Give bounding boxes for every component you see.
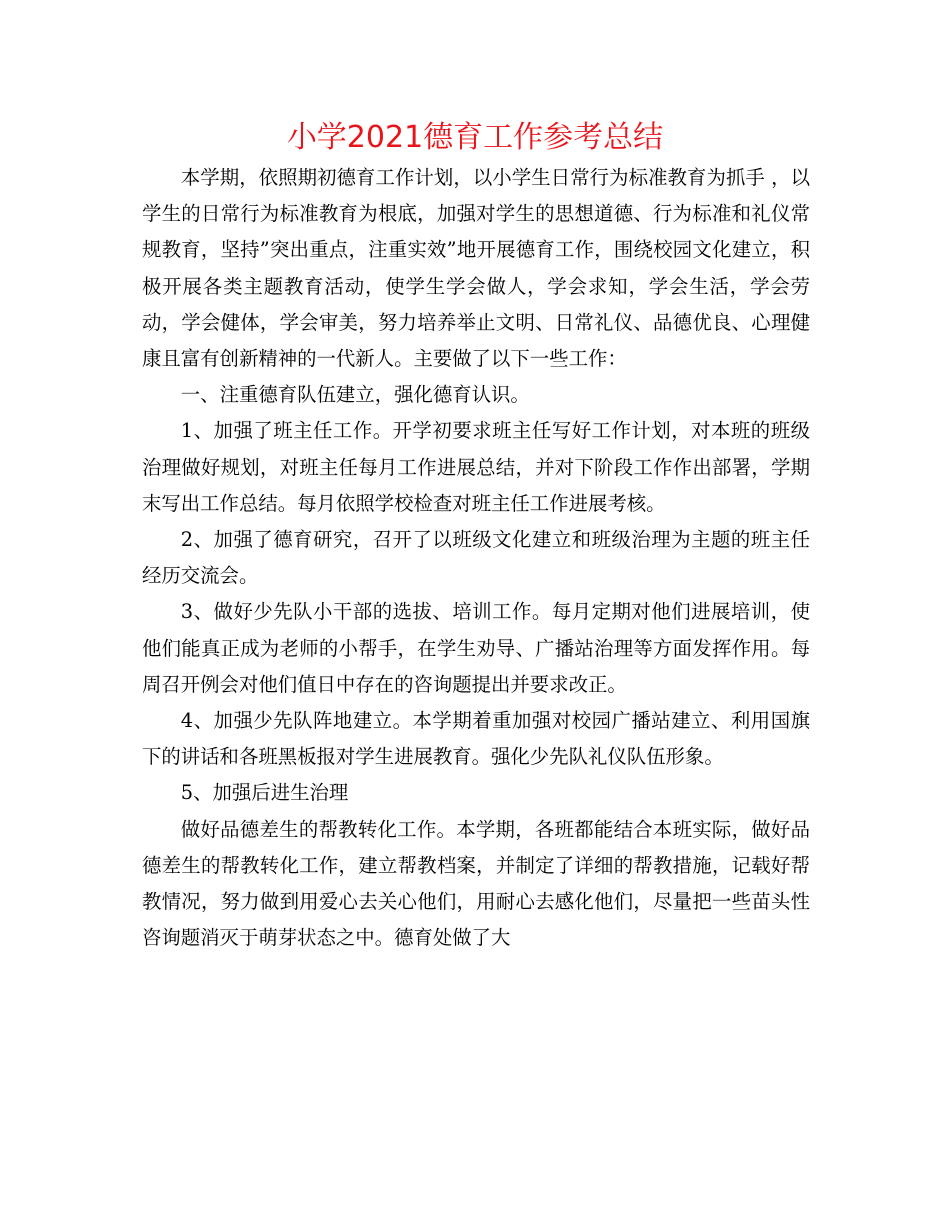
paragraph-item-5-detail: 做好品德差生的帮教转化工作。本学期，各班都能结合本班实际，做好品德差生的帮教转化工作，建立帮教档案，并制定了详细的帮教措施，记载好帮教情况，努力做到用爱心去关心他们，用耐心去感化他们，尽量把一些苗头性咨询题消灭于萌芽状态之中。德育处做了大 — [142, 817, 810, 950]
paragraph-intro: 本学期，依照期初德育工作计划，以小学生日常行为标准教育为抓手 ，以学生的日常行为标准教育为根底，加强对学生的思想道德、行为标准和礼仪常规教育，坚持”突出重点，注重实效”地开展德育工作，围绕校园文化建立，积极开展各类主题教育活动，使学生学会做人，学会求知，学会生活，学会劳动，学会健体，学会审美，努力培养举止文明、日常礼仪、品德优良、心理健康且富有创新精神的一代新人。主要做了以下一些工作： — [142, 166, 810, 371]
paragraph-item-2: 2、加强了德育研究，召开了以班级文化建立和班级治理为主题的班主任经历交流会。 — [142, 528, 810, 588]
document-body — [142, 160, 810, 956]
paragraph-item-1: 1、加强了班主任工作。开学初要求班主任写好工作计划，对本班的班级治理做好规划，对班主任每月工作进展总结，并对下阶段工作作出部署，学期末写出工作总结。每月依照学校检查对班主任工作进展考核。 — [142, 419, 810, 515]
paragraph-item-5: 5、加强后进生治理 — [180, 781, 349, 805]
paragraph-section-heading: 一、注重德育队伍建立，强化德育认识。 — [180, 383, 530, 407]
document-title: 小学2021德育工作参考总结 — [286, 120, 664, 155]
paragraph-item-4: 4、加强少先队阵地建立。本学期着重加强对校园广播站建立、利用国旗下的讲话和各班黑板报对学生进展教育。强化少先队礼仪队伍形象。 — [142, 709, 810, 769]
paragraph-item-3: 3、做好少先队小干部的选拔、培训工作。每月定期对他们进展培训，使他们能真正成为老师的小帮手，在学生劝导、广播站治理等方面发挥作用。每周召开例会对他们值日中存在的咨询题提出并要求改正。 — [142, 600, 810, 696]
